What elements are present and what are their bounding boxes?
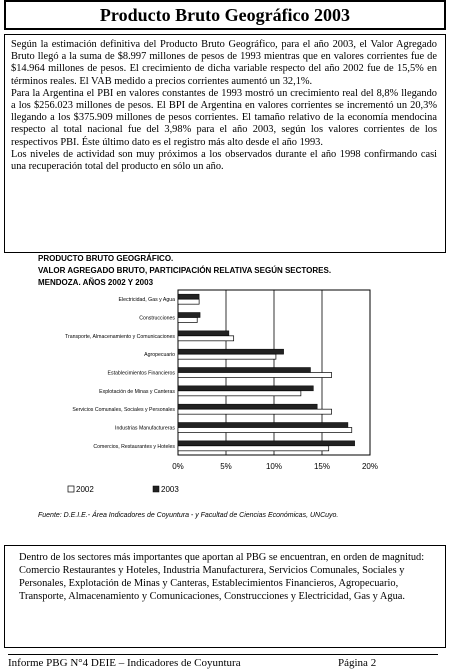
bar-2003 [178, 368, 310, 373]
paragraph-1: Según la estimación definitiva del Producto Bruto Geográfico, para el año 2003, el Valor Agregado Bruto llegó a la suma de $8.997 millones de pesos de 1993 mientras que en valores corrientes fue de $14.964 millones de pesos. El crecimiento de dicha variable respecto del año 2002 fue de 15,5% en términos reales. El VAB medido a precios corrientes aumentó un 32,1%. [11, 39, 437, 87]
category-label: Construcciones [139, 315, 175, 322]
page-title: Producto Bruto Geográfico 2003 [99, 5, 351, 25]
bar-2002 [178, 409, 332, 414]
legend-swatch-2003 [153, 486, 159, 492]
chart-source: Fuente: D.E.I.E.- Área Indicadores de Coyuntura - y Facultad de Ciencias Económicas, UNCuyo. [38, 512, 339, 519]
page-number: Página 2 [338, 657, 377, 669]
legend-label-2002: 2002 [76, 485, 94, 494]
paragraph-2: Para la Argentina el PBI en valores constantes de 1993 mostró un crecimiento real del 8,8% llegando a los $256.023 millones de pesos. El BPI de Argentina en valores corrientes se incrementó un 20,3% llegando a los $375.909 millones de pesos corrientes. El tamaño relativo de la economía mendocina respecto al total nacional fue del 3,98% para el año 2003, según los valores corrientes de los respectivos PBI. Éste último dato es el registro más alto desde el año 1993. [11, 87, 437, 148]
category-label: Industrias Manufactureras [115, 425, 175, 432]
bar-2003 [178, 423, 348, 428]
chart-caption-2: VALOR AGREGADO BRUTO, PARTICIPACIÓN RELATIVA SEGÚN SECTORES. [38, 266, 332, 275]
x-tick-label: 15% [313, 462, 331, 471]
category-label: Explotación de Minas y Canteras [99, 388, 175, 395]
bar-2002 [178, 336, 234, 341]
bar-2003 [178, 294, 199, 299]
chart-caption-1: PRODUCTO BRUTO GEOGRÁFICO. [38, 254, 174, 263]
footer [8, 654, 438, 669]
bar-2002 [178, 318, 197, 323]
title-box [4, 0, 446, 30]
paragraph-3: Los niveles de actividad son muy próximos a los observados durante el año 1998 confirmando casi una recuperación total del producto en sólo un año. [11, 148, 437, 173]
bar-2002 [178, 446, 329, 451]
bar-2002 [178, 354, 276, 359]
bar-2002 [178, 299, 199, 304]
legend-swatch-2002 [68, 486, 74, 492]
category-label: Comercios, Restaurantes y Hoteles [93, 443, 175, 450]
bar-2002 [178, 428, 352, 433]
x-tick-label: 5% [220, 462, 232, 471]
chart-caption-3: MENDOZA. AÑOS 2002 Y 2003 [38, 278, 154, 287]
category-label: Electricidad, Gas y Agua [118, 297, 175, 304]
bar-2003 [178, 441, 355, 446]
bar-2003 [178, 331, 229, 336]
category-label: Transporte, Almacenamiento y Comunicaciones [65, 333, 175, 340]
bar-2003 [178, 386, 313, 391]
bar-2003 [178, 404, 317, 409]
category-label: Establecimientos Financieros [107, 370, 175, 377]
category-label: Servicios Comunales, Sociales y Personales [72, 407, 175, 414]
summary-text: Dentro de los sectores más importantes que aportan al PBG se encuentran, en orden de magnitud: Comercio Restaurantes y Hoteles, Industria Manufacturera, Servicios Comunales, Sociales y Personales, Explotación de Minas y Canteras, Establecimientos Financieros, Agropecuario, Transporte, Almacenamiento y Comunicaciones, Construcciones y Electricidad, Gas y Agua. [19, 552, 425, 602]
bar-2003 [178, 313, 200, 318]
bar-2003 [178, 349, 284, 354]
legend-label-2003: 2003 [161, 485, 179, 494]
text-box [4, 34, 446, 253]
bar-2002 [178, 391, 301, 396]
bar-chart [0, 270, 450, 510]
footer-left: Informe PBG N°4 DEIE – Indicadores de Coyuntura [8, 657, 241, 669]
summary-box [4, 545, 446, 648]
x-tick-label: 10% [265, 462, 283, 471]
x-tick-label: 0% [172, 462, 184, 471]
bar-2002 [178, 373, 332, 378]
x-tick-label: 20% [361, 462, 379, 471]
category-label: Agropecuario [144, 352, 175, 359]
